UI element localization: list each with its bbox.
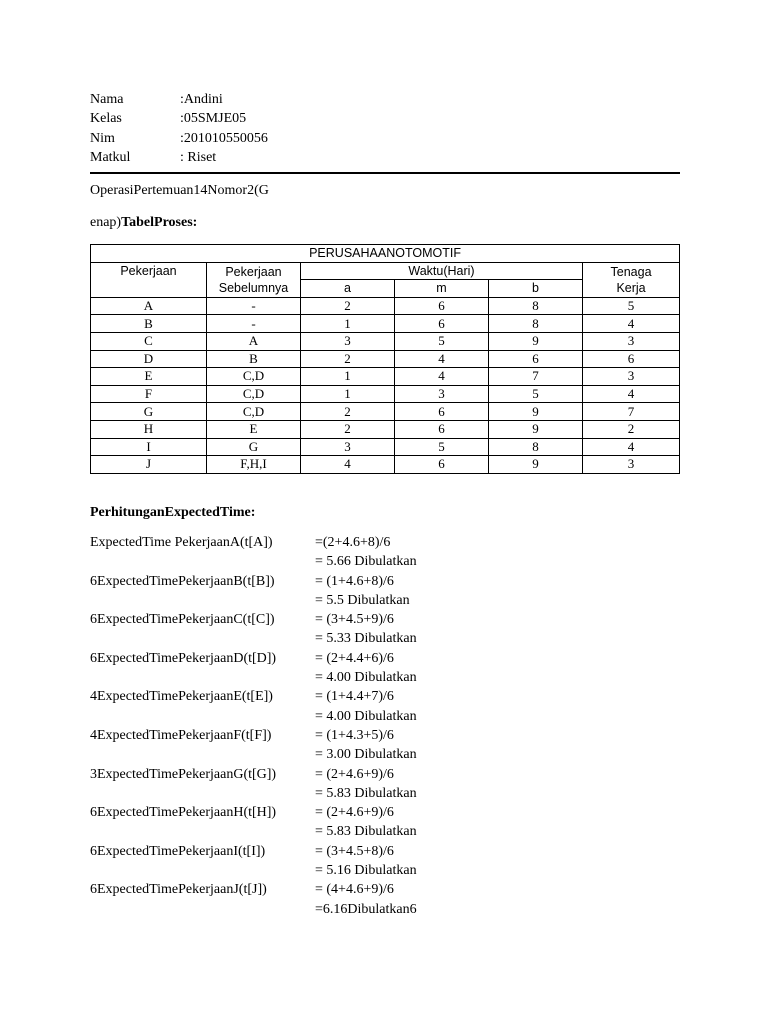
header-m: m bbox=[395, 280, 489, 298]
header-tenaga bbox=[583, 262, 680, 297]
table-row bbox=[91, 368, 680, 386]
table-title: PERUSAHAANOTOMOTIF bbox=[91, 245, 680, 263]
table-cell-tk: 6 bbox=[583, 350, 680, 368]
table-row bbox=[91, 332, 680, 350]
calc-value: = 4.00 Dibulatkan bbox=[315, 708, 417, 724]
calc-label: 4ExpectedTimePekerjaanE(t[E]) bbox=[90, 689, 273, 705]
header-pekerjaan: Pekerjaan bbox=[91, 262, 207, 297]
table-cell-b: 9 bbox=[489, 420, 583, 438]
table-cell-tk: 3 bbox=[583, 368, 680, 386]
table-cell-b: 5 bbox=[489, 385, 583, 403]
calc-label: ExpectedTime PekerjaanA(t[A]) bbox=[90, 535, 273, 550]
table-cell-tk: 3 bbox=[583, 456, 680, 474]
info-row-nama bbox=[90, 92, 268, 111]
table-cell-m: 4 bbox=[395, 350, 489, 368]
info-row-kelas bbox=[90, 111, 268, 130]
table-cell-job: G bbox=[91, 403, 207, 421]
table-cell-a: 4 bbox=[301, 456, 395, 474]
student-info bbox=[90, 92, 268, 169]
table-row bbox=[91, 315, 680, 333]
calc-value: = 5.16 Dibulatkan bbox=[315, 863, 417, 879]
calc-value: = (2+4.6+9)/6 bbox=[315, 766, 394, 782]
table-cell-prev: B bbox=[207, 350, 301, 368]
table-cell-m: 6 bbox=[395, 315, 489, 333]
table-cell-m: 5 bbox=[395, 438, 489, 456]
calc-value: = 5.33 Dibulatkan bbox=[315, 631, 417, 647]
table-cell-a: 3 bbox=[301, 438, 395, 456]
info-row-matkul bbox=[90, 150, 268, 169]
table-cell-m: 6 bbox=[395, 403, 489, 421]
info-row-nim bbox=[90, 131, 268, 150]
calc-label: 6ExpectedTimePekerjaanB(t[B]) bbox=[90, 573, 275, 589]
table-cell-job: D bbox=[91, 350, 207, 368]
calc-value: = 5.66 Dibulatkan bbox=[315, 554, 417, 570]
table-cell-b: 7 bbox=[489, 368, 583, 386]
table-cell-b: 8 bbox=[489, 315, 583, 333]
table-cell-m: 4 bbox=[395, 368, 489, 386]
table-cell-job: C bbox=[91, 332, 207, 350]
table-cell-b: 8 bbox=[489, 438, 583, 456]
calc-label: 6ExpectedTimePekerjaanI(t[I]) bbox=[90, 843, 266, 859]
table-cell-tk: 4 bbox=[583, 438, 680, 456]
table-cell-prev: C,D bbox=[207, 385, 301, 403]
table-cell-m: 3 bbox=[395, 385, 489, 403]
header-b: b bbox=[489, 280, 583, 298]
table-cell-a: 1 bbox=[301, 368, 395, 386]
table-cell-job: H bbox=[91, 420, 207, 438]
table-row bbox=[91, 420, 680, 438]
table-body bbox=[91, 297, 680, 473]
table-cell-tk: 3 bbox=[583, 332, 680, 350]
table-cell-m: 6 bbox=[395, 297, 489, 315]
calc-value: = 4.00 Dibulatkan bbox=[315, 670, 417, 686]
calc-label: 3ExpectedTimePekerjaanG(t[G]) bbox=[90, 766, 277, 782]
calc-value: = (1+4.4+7)/6 bbox=[315, 689, 394, 705]
info-value: :Andini bbox=[180, 92, 223, 107]
table-cell-a: 2 bbox=[301, 297, 395, 315]
table-cell-prev: F,H,I bbox=[207, 456, 301, 474]
table-cell-prev: - bbox=[207, 315, 301, 333]
table-cell-tk: 4 bbox=[583, 315, 680, 333]
table-cell-a: 2 bbox=[301, 420, 395, 438]
table-row bbox=[91, 297, 680, 315]
table-cell-job: I bbox=[91, 438, 207, 456]
table-cell-job: E bbox=[91, 368, 207, 386]
intro-line-2-bold: TabelProses: bbox=[121, 215, 198, 230]
intro-line-2-prefix: enap) bbox=[90, 215, 122, 230]
calc-label: 6ExpectedTimePekerjaanD(t[D]) bbox=[90, 650, 277, 666]
calc-value: =6.16Dibulatkan6 bbox=[315, 901, 417, 917]
table-row bbox=[91, 350, 680, 368]
table-cell-job: F bbox=[91, 385, 207, 403]
calc-label: 6ExpectedTimePekerjaanJ(t[J]) bbox=[90, 882, 267, 898]
table-row bbox=[91, 403, 680, 421]
info-label: Kelas bbox=[90, 111, 122, 127]
table-cell-a: 2 bbox=[301, 350, 395, 368]
table-cell-b: 9 bbox=[489, 403, 583, 421]
table-cell-prev: A bbox=[207, 332, 301, 350]
process-table bbox=[90, 244, 680, 474]
calc-value: = 5.5 Dibulatkan bbox=[315, 592, 410, 608]
table-cell-b: 9 bbox=[489, 332, 583, 350]
calc-label: 6ExpectedTimePekerjaanH(t[H]) bbox=[90, 805, 277, 821]
table-row bbox=[91, 438, 680, 456]
table-cell-job: A bbox=[91, 297, 207, 315]
table-title-row bbox=[91, 245, 680, 263]
intro-line-1: OperasiPertemuan14Nomor2(G bbox=[90, 183, 269, 198]
info-label: Matkul bbox=[90, 149, 131, 165]
table-cell-prev: E bbox=[207, 420, 301, 438]
info-label: Nama bbox=[90, 92, 124, 107]
calc-value: = (1+4.3+5)/6 bbox=[315, 727, 394, 743]
calc-value: = 3.00 Dibulatkan bbox=[315, 747, 417, 763]
header-tenaga-line2: Kerja bbox=[616, 280, 646, 295]
calc-value: = (1+4.6+8)/6 bbox=[315, 573, 394, 589]
table-cell-m: 6 bbox=[395, 420, 489, 438]
table-cell-m: 6 bbox=[395, 456, 489, 474]
table-cell-a: 1 bbox=[301, 315, 395, 333]
calc-value: = (4+4.6+9)/6 bbox=[315, 882, 394, 898]
calc-value: = 5.83 Dibulatkan bbox=[315, 824, 417, 840]
table-cell-job: J bbox=[91, 456, 207, 474]
table-cell-prev: C,D bbox=[207, 368, 301, 386]
table-cell-prev: - bbox=[207, 297, 301, 315]
table-cell-tk: 4 bbox=[583, 385, 680, 403]
table-header-row bbox=[91, 262, 680, 280]
calc-title: PerhitunganExpectedTime: bbox=[90, 505, 256, 520]
info-value: :201010550056 bbox=[180, 130, 268, 146]
calc-label: 4ExpectedTimePekerjaanF(t[F]) bbox=[90, 727, 272, 743]
table-cell-tk: 7 bbox=[583, 403, 680, 421]
table-row bbox=[91, 456, 680, 474]
calc-value: = (2+4.4+6)/6 bbox=[315, 650, 394, 666]
table-cell-prev: C,D bbox=[207, 403, 301, 421]
table-cell-tk: 2 bbox=[583, 420, 680, 438]
calc-value: = (3+4.5+8)/6 bbox=[315, 843, 394, 859]
intro-line-2 bbox=[90, 215, 197, 231]
calc-value: = 5.83 Dibulatkan bbox=[315, 785, 417, 801]
header-sebelumnya bbox=[207, 262, 301, 297]
header-sebelumnya-line1: Pekerjaan bbox=[225, 264, 282, 279]
calc-value: =(2+4.6+8)/6 bbox=[315, 535, 391, 550]
info-label: Nim bbox=[90, 130, 115, 146]
header-divider bbox=[90, 172, 680, 174]
info-value: : Riset bbox=[180, 149, 217, 165]
calc-value: = (3+4.5+9)/6 bbox=[315, 612, 394, 628]
table-row bbox=[91, 385, 680, 403]
header-a: a bbox=[301, 280, 395, 298]
table-cell-prev: G bbox=[207, 438, 301, 456]
header-tenaga-line1: Tenaga bbox=[610, 264, 652, 279]
table-cell-job: B bbox=[91, 315, 207, 333]
table-cell-b: 8 bbox=[489, 297, 583, 315]
table-cell-tk: 5 bbox=[583, 297, 680, 315]
table-cell-m: 5 bbox=[395, 332, 489, 350]
table-cell-b: 9 bbox=[489, 456, 583, 474]
calc-value: = (2+4.6+9)/6 bbox=[315, 805, 394, 821]
table-cell-a: 3 bbox=[301, 332, 395, 350]
calc-label: 6ExpectedTimePekerjaanC(t[C]) bbox=[90, 612, 275, 628]
header-sebelumnya-line2: Sebelumnya bbox=[218, 280, 289, 295]
table-cell-a: 2 bbox=[301, 403, 395, 421]
table-cell-a: 1 bbox=[301, 385, 395, 403]
header-waktu: Waktu(Hari) bbox=[301, 262, 583, 280]
info-value: :05SMJE05 bbox=[180, 111, 247, 127]
table-cell-b: 6 bbox=[489, 350, 583, 368]
